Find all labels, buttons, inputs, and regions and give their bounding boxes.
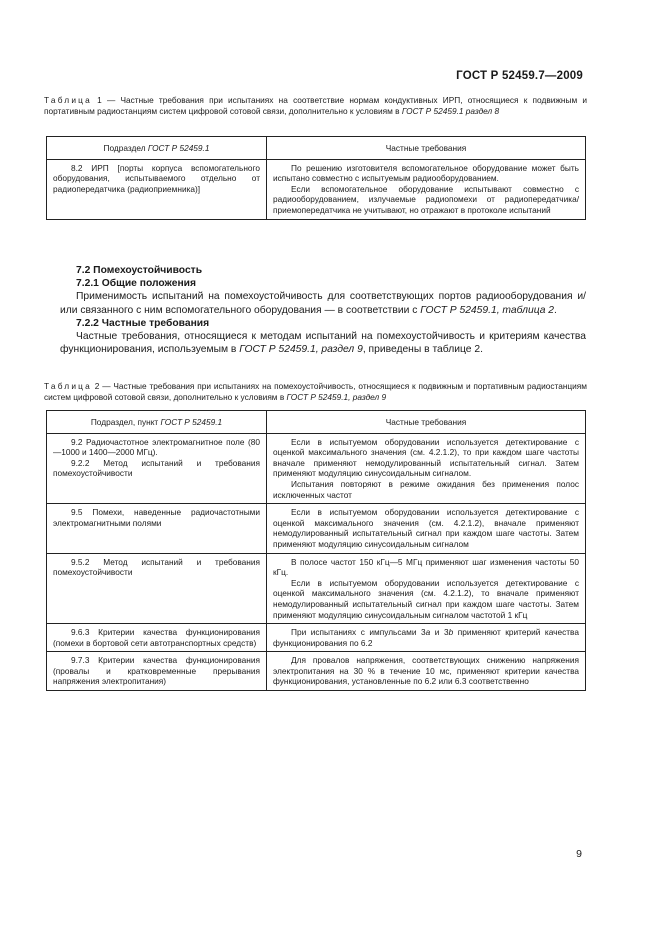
cell-text: Если в испытуемом оборудовании используется детектирование с оценкой максимального значения (см. 4.2.1.2), вначале применяют немодулированный испытательный сигнал при каждом шаге частоты. Затем применяют модуляцию синусоидальным сигналом [273,507,579,549]
table-cell [47,433,267,504]
cell-text: 9.6.3 Критерии качества функционирования (помехи в бортовой сети автотранспортных средств) [53,627,260,648]
table1-col1-header [47,137,267,160]
cell-text-italic: b [448,627,454,638]
cell-text-italic: a [425,627,431,638]
paragraph-text: . [554,304,557,316]
standard-header: ГОСТ Р 52459.7—2009 [456,70,583,82]
cell-text: 9.7.3 Критерии качества функционирования (провалы и кратковременные прерывания напряжения электропитания) [53,655,260,687]
table2-caption-ref: ГОСТ Р 52459.1, раздел 9 [286,392,387,403]
table-cell [267,159,586,219]
table1-caption-word: Таблица [44,95,92,105]
table1-caption-ref: ГОСТ Р 52459.1 раздел 8 [401,106,500,117]
paragraph-text: Частные требования, относящиеся к методам испытаний на помехоустойчивость и критериям качества функционирования, используемым в [60,331,586,356]
cell-text-part: и 3 [430,627,449,638]
table2-header-row [47,411,586,434]
table2-caption-text: 2 — Частные требования при испытаниях на помехоустойчивость, относящиеся к подвижным и портативным радиостанциям систем цифровой сотовой связи, дополнительно к условиям в [44,381,587,403]
table-row [47,652,586,691]
table2-caption-word: Таблица [44,381,92,391]
table-row [47,504,586,553]
table-cell [267,504,586,553]
table1-col1-header-text: Подраздел [103,143,148,153]
table1-col2-header: Частные требования [267,137,586,160]
cell-text [273,627,579,648]
table2-col2-header: Частные требования [267,411,586,434]
table-cell [267,652,586,691]
cell-text: 8.2 ИРП [порты корпуса вспомогательного оборудования, испытываемого отдельно от радиопередатчика (радиоприемника)] [53,162,260,194]
heading-7-2-1: 7.2.1 Общие положения [76,278,196,290]
cell-text: Если вспомогательное оборудование испытывают совместно с радиооборудованием, излучаемые радиопомехи от радиопередатчика/приемопередатчика не учитывают, но отражают в протоколе испытаний [273,183,579,215]
section-7-2 [60,264,586,356]
cell-text: По решению изготовителя вспомогательное оборудование может быть испытано совместно с испытуемым радиооборудованием. [273,162,579,184]
table-cell [47,504,267,553]
table1-caption-text: 1 — Частные требования при испытаниях на соответствие нормам кондуктивных ИРП, относящиеся к подвижным и портативным радиостанциям систем цифровой сотовой связи, дополнительно к условиям в [44,95,587,117]
cell-text-part: применяют критерий качества функционирования по 6.2 [273,627,579,648]
table2 [46,410,586,691]
table1-caption [44,95,587,118]
table-row [47,624,586,652]
paragraph-text: Применимость испытаний на помехоустойчивость для соответствующих портов радиооборудования и/или связанного с ним вспомогательного оборудования — в соответствии с [60,291,586,316]
table-row [47,159,586,219]
table-cell [267,553,586,624]
cell-text: 9.5 Помехи, наведенные радиочастотными электромагнитными полями [53,507,260,528]
page-number: 9 [576,848,582,860]
table2-caption [44,381,587,404]
paragraph-7-2-2 [60,330,586,356]
table2-col1-header-text: Подраздел, пункт [90,417,161,427]
table-cell [47,159,267,219]
paragraph-text: , приведены в таблице 2. [362,344,483,356]
table-row [47,553,586,624]
cell-text: Если в испытуемом оборудовании используется детектирование с оценкой максимального значения (см. 4.2.1.2), то вначале применяют немодулированный испытательный сигнал при каждом шаге частоты. Затем применяют модуляцию синусоидальным сигналом частотой 1 кГц [273,577,579,620]
heading-7-2: 7.2 Помехоустойчивость [76,265,203,276]
table-cell [47,652,267,691]
table-cell [267,624,586,652]
table1-col1-header-ref: ГОСТ Р 52459.1 [147,143,210,153]
cell-text: 9.2.2 Метод испытаний и требования помехоустойчивости [53,457,260,479]
table-cell [47,553,267,624]
heading-7-2-2: 7.2.2 Частные требования [76,317,210,329]
cell-text: Если в испытуемом оборудовании используется детектирование с оценкой максимального значения (см. 4.2.1.2), то при каждом шаге частоты вначале применяют немодулированный испытательный сигнал. Затем применяют модуляцию синусоидальным сигналом. [273,436,579,479]
cell-text: Испытания повторяют в режиме ожидания без применения полос исключенных частот [273,478,579,500]
cell-text: 9.2 Радиочастотное электромагнитное поле (80—1000 и 1400—2000 МГц). [53,436,260,458]
paragraph-ref: ГОСТ Р 52459.1, раздел 9 [239,344,363,356]
cell-text: 9.5.2 Метод испытаний и требования помехоустойчивости [53,556,260,578]
paragraph-7-2-1 [60,290,586,316]
cell-text: Для провалов напряжения, соответствующих снижению напряжения электропитания на 30 % в течение 10 мс, применяют критерии качества функционирования, установленные по 6.2 или 6.3 соответственно [273,655,579,687]
cell-text-part: При испытаниях с импульсами 3 [291,627,426,638]
table-cell [267,433,586,504]
table2-col1-header-ref: ГОСТ Р 52459.1 [160,417,223,427]
table2-col1-header [47,411,267,434]
table1-header-row [47,137,586,160]
cell-text: В полосе частот 150 кГц—5 МГц применяют шаг изменения частоты 50 кГц. [273,556,579,578]
table-cell [47,624,267,652]
table1 [46,136,586,220]
table-row [47,433,586,504]
paragraph-ref: ГОСТ Р 52459.1, таблица 2 [420,304,555,316]
